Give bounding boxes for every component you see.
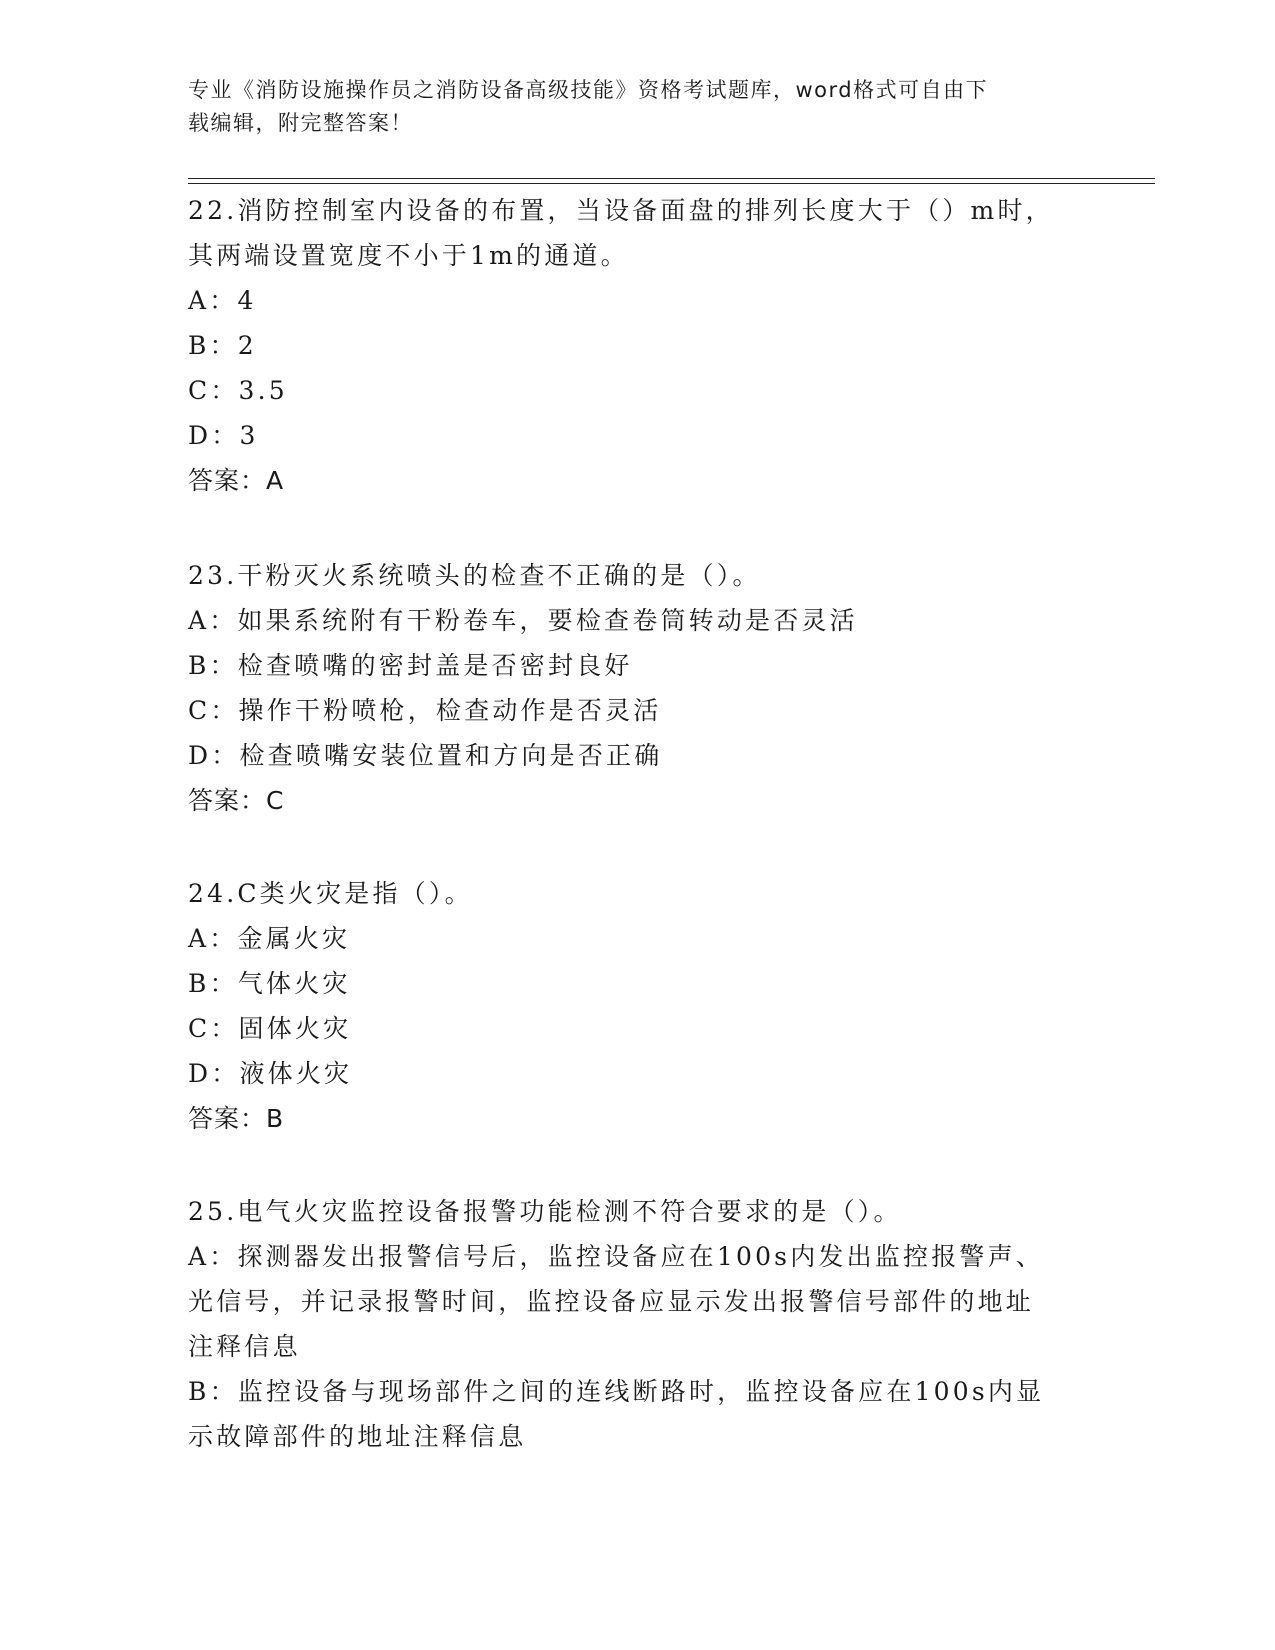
option-d: D：液体火灾: [188, 1059, 353, 1088]
option-a-line-3: 注释信息: [188, 1332, 301, 1361]
document-header: [188, 74, 1078, 140]
option-c: C：3.5: [188, 376, 288, 405]
option-a: A：4: [188, 286, 257, 315]
question-23: [188, 553, 1088, 823]
answer: 答案：B: [188, 1104, 285, 1133]
option-b-line-2: 示故障部件的地址注释信息: [188, 1422, 527, 1451]
header-line-2: 载编辑，附完整答案！: [188, 111, 413, 135]
answer: 答案：A: [188, 466, 285, 495]
header-line-1: 专业《消防设施操作员之消防设备高级技能》资格考试题库，word格式可自由下: [188, 78, 989, 102]
option-c: C：固体火灾: [188, 1014, 352, 1043]
question-stem: 23.干粉灭火系统喷头的检查不正确的是（）。: [188, 561, 761, 590]
option-a: A：如果系统附有干粉卷车，要检查卷筒转动是否灵活: [188, 606, 858, 635]
option-b: B：检查喷嘴的密封盖是否密封良好: [188, 651, 633, 680]
question-22: [188, 188, 1088, 503]
answer: 答案：C: [188, 786, 285, 815]
option-d: D：3: [188, 421, 259, 450]
option-c: C：操作干粉喷枪，检查动作是否灵活: [188, 696, 662, 725]
option-a-line-2: 光信号，并记录报警时间，监控设备应显示发出报警信号部件的地址: [188, 1287, 1035, 1316]
header-divider-top: [188, 178, 1155, 179]
header-divider-bottom: [188, 183, 1155, 184]
question-stem: 24.C类火灾是指（）。: [188, 879, 473, 908]
option-d: D：检查喷嘴安装位置和方向是否正确: [188, 741, 663, 770]
question-stem-continued: 其两端设置宽度不小于1m的通道。: [188, 241, 629, 270]
question-25: [188, 1189, 1088, 1459]
option-b-line-1: B：监控设备与现场部件之间的连线断路时，监控设备应在100s内显: [188, 1377, 1045, 1406]
question-stem: 22.消防控制室内设备的布置，当设备面盘的排列长度大于（）m时，: [188, 196, 1054, 225]
option-a-line-1: A：探测器发出报警信号后，监控设备应在100s内发出监控报警声、: [188, 1242, 1045, 1271]
option-b: B：2: [188, 331, 257, 360]
question-stem: 25.电气火灾监控设备报警功能检测不符合要求的是（）。: [188, 1197, 902, 1226]
question-24: [188, 871, 1088, 1141]
option-a: A：金属火灾: [188, 924, 351, 953]
option-b: B：气体火灾: [188, 969, 351, 998]
